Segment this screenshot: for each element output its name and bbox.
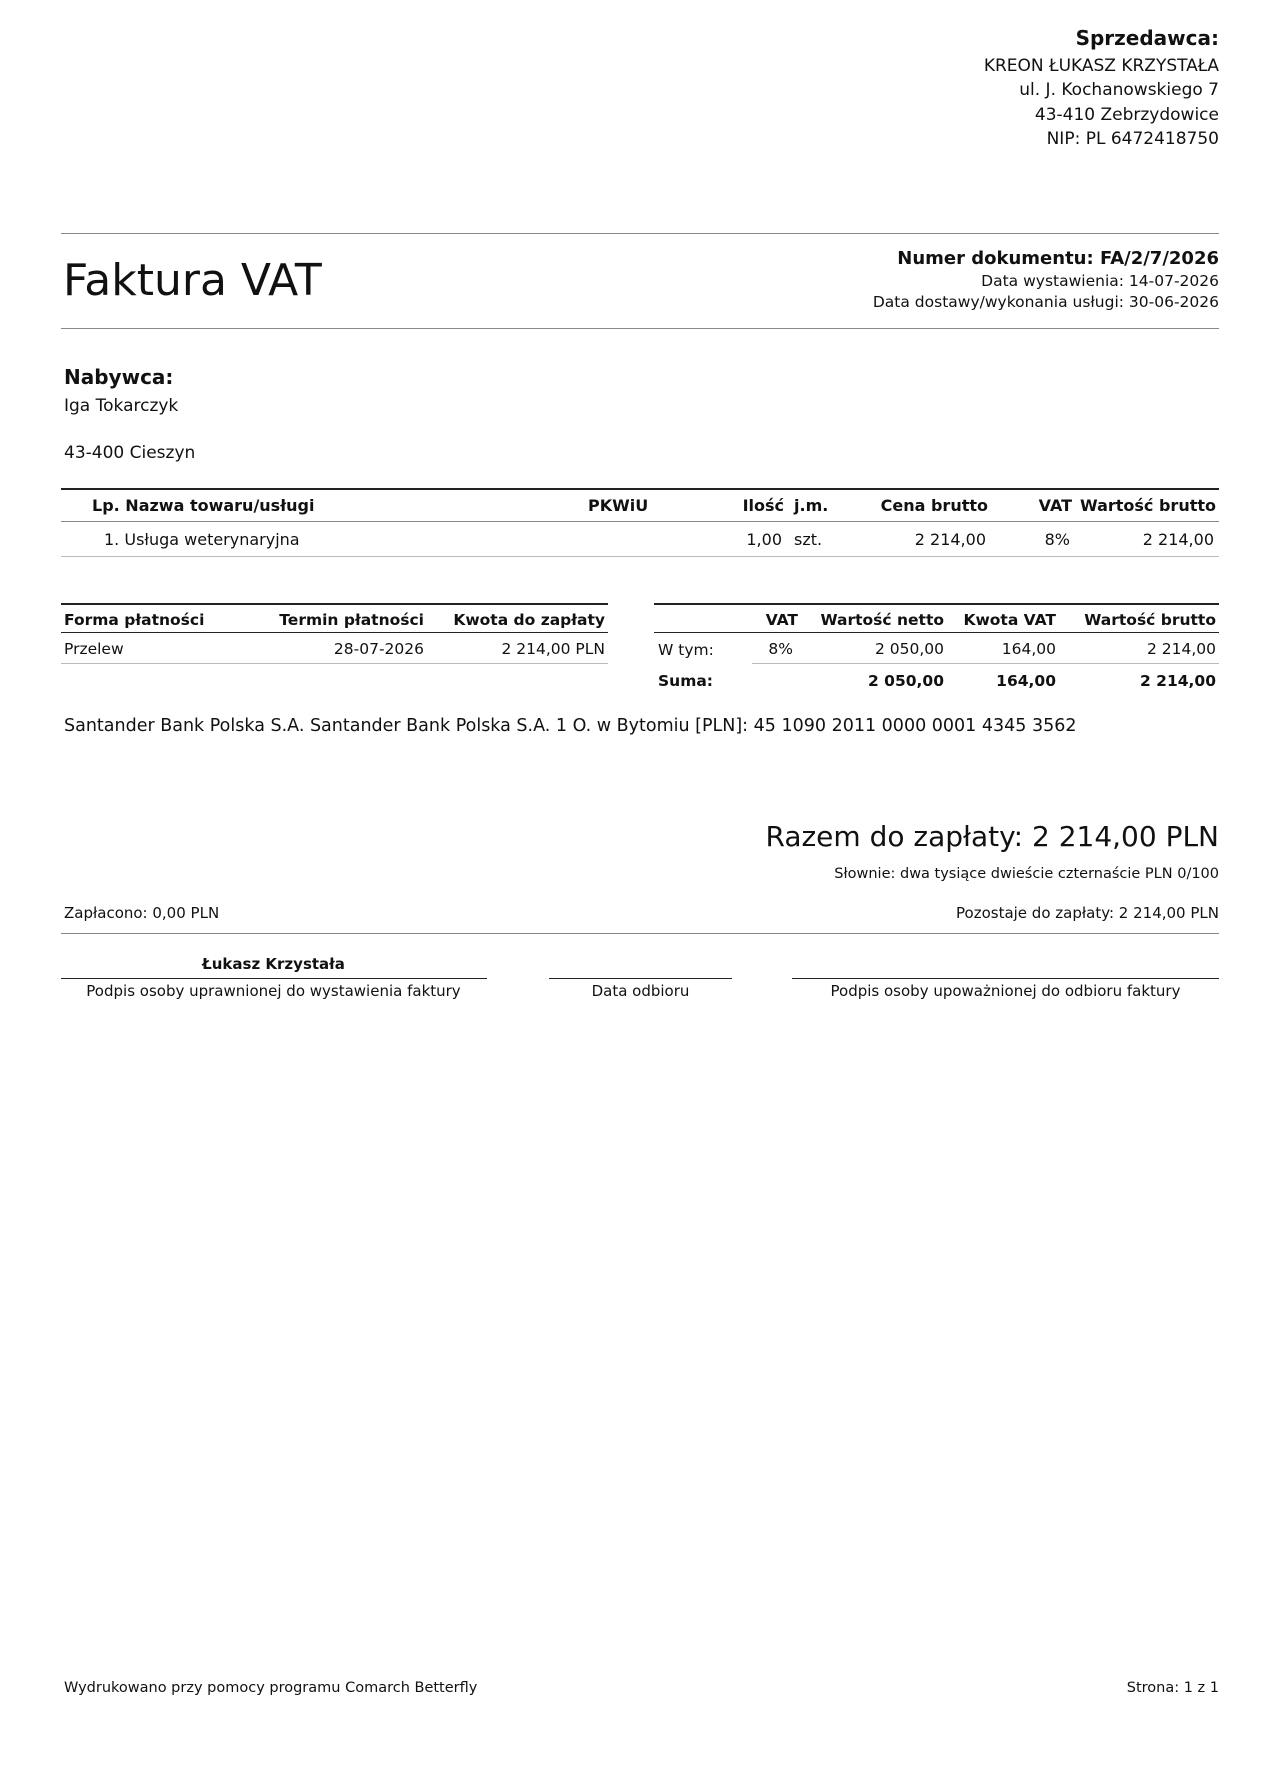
col-header-payment-amount: Kwota do zapłaty	[453, 611, 605, 629]
items-table-header-rule	[61, 521, 1219, 522]
col-header-gross-value: Wartość brutto	[1079, 496, 1216, 515]
document-info	[873, 248, 1219, 313]
vat-sum-vat-amount: 164,00	[996, 672, 1056, 690]
buyer-name: Iga Tokarczyk	[64, 396, 179, 416]
total-in-words: Słownie: dwa tysiące dwieście czternaście PLN 0/100	[834, 866, 1219, 882]
payment-amount: 2 214,00 PLN	[501, 640, 605, 658]
item-qty: 1,00	[746, 530, 782, 549]
seller-name: KREON ŁUKASZ KRZYSTAŁA	[983, 55, 1219, 76]
vat-sum-label: Suma:	[658, 672, 714, 690]
col-header-payment-method: Forma płatności	[64, 611, 205, 629]
payment-table-bottom-rule	[61, 663, 608, 664]
vat-table-row-rule	[752, 663, 1219, 664]
vat-sum-net: 2 050,00	[868, 672, 944, 690]
seller-heading: Sprzedawca:	[1075, 26, 1219, 50]
col-header-gross-price: Cena brutto	[880, 496, 988, 515]
date-signature-line	[549, 978, 732, 979]
issuer-name: Łukasz Krzystała	[202, 955, 345, 973]
receiver-signature-line	[792, 978, 1219, 979]
receipt-date-label: Data odbioru	[591, 982, 690, 1000]
item-unit: szt.	[794, 530, 823, 549]
payment-due-date: 28-07-2026	[333, 640, 424, 658]
amount-remaining: Pozostaje do zapłaty: 2 214,00 PLN	[956, 904, 1219, 922]
item-lp-name: 1. Usługa weterynaryjna	[104, 530, 300, 549]
payment-method: Przelew	[64, 640, 124, 658]
col-header-unit: j.m.	[794, 496, 829, 515]
issuer-signature-line	[61, 978, 487, 979]
header-divider-top	[61, 233, 1219, 234]
col-header-vat-rate: VAT	[765, 611, 798, 629]
col-header-payment-due: Termin płatności	[279, 611, 424, 629]
buyer-city: 43-400 Cieszyn	[64, 443, 196, 463]
seller-nip: NIP: PL 6472418750	[1046, 129, 1219, 149]
vat-row-label: W tym:	[658, 641, 714, 659]
totals-divider	[61, 933, 1219, 934]
amount-paid: Zapłacono: 0,00 PLN	[64, 904, 220, 922]
item-gross-value: 2 214,00	[1142, 530, 1214, 549]
issuer-signature-label: Podpis osoby uprawnionej do wystawienia faktury	[86, 982, 461, 1000]
item-gross-price: 2 214,00	[914, 530, 986, 549]
buyer-heading: Nabywca:	[64, 365, 174, 389]
footer-generator-note: Wydrukowano przy pomocy programu Comarch Betterfly	[64, 1680, 478, 1696]
vat-row-vat-amount: 164,00	[1001, 640, 1056, 658]
payment-table-header-rule	[61, 632, 608, 633]
col-header-vat: VAT	[1038, 496, 1072, 515]
items-table-bottom-rule	[61, 556, 1219, 557]
document-title: Faktura VAT	[63, 255, 322, 306]
col-header-net-value: Wartość netto	[820, 611, 944, 629]
seller-street: ul. J. Kochanowskiego 7	[1019, 80, 1219, 100]
col-header-vat-amount: Kwota VAT	[963, 611, 1056, 629]
issue-date: Data wystawienia: 14-07-2026	[981, 272, 1219, 290]
header-divider-bottom	[61, 328, 1219, 329]
bank-account-line: Santander Bank Polska S.A. Santander Bank Polska S.A. 1 O. w Bytomiu [PLN]: 45 1090 2011 0000 0001 4345 3562	[64, 716, 1077, 736]
seller-city: 43-410 Zebrzydowice	[1034, 104, 1219, 125]
delivery-date: Data dostawy/wykonania usługi: 30-06-2026	[872, 293, 1219, 311]
vat-row-rate: 8%	[768, 640, 793, 658]
receiver-signature-label: Podpis osoby upoważnionej do odbioru faktury	[830, 982, 1181, 1000]
col-header-lp-name: Lp. Nazwa towaru/usługi	[92, 496, 315, 515]
item-vat: 8%	[1044, 530, 1070, 549]
payment-table-top-rule	[61, 603, 608, 605]
col-header-pkwiu: PKWiU	[588, 496, 649, 515]
items-table-top-rule	[61, 488, 1219, 490]
vat-table-header-rule	[654, 632, 1219, 633]
col-header-gross-total: Wartość brutto	[1084, 611, 1216, 629]
vat-sum-gross: 2 214,00	[1140, 672, 1216, 690]
vat-row-gross: 2 214,00	[1146, 640, 1216, 658]
vat-table-top-rule	[654, 603, 1219, 605]
seller-block	[984, 26, 1219, 152]
footer-page-number: Strona: 1 z 1	[1126, 1680, 1219, 1696]
vat-row-net: 2 050,00	[874, 640, 944, 658]
buyer-block	[64, 364, 195, 474]
col-header-qty: Ilość	[742, 496, 784, 515]
total-to-pay: Razem do zapłaty: 2 214,00 PLN	[765, 820, 1219, 853]
document-number: Numer dokumentu: FA/2/7/2026	[897, 248, 1219, 269]
